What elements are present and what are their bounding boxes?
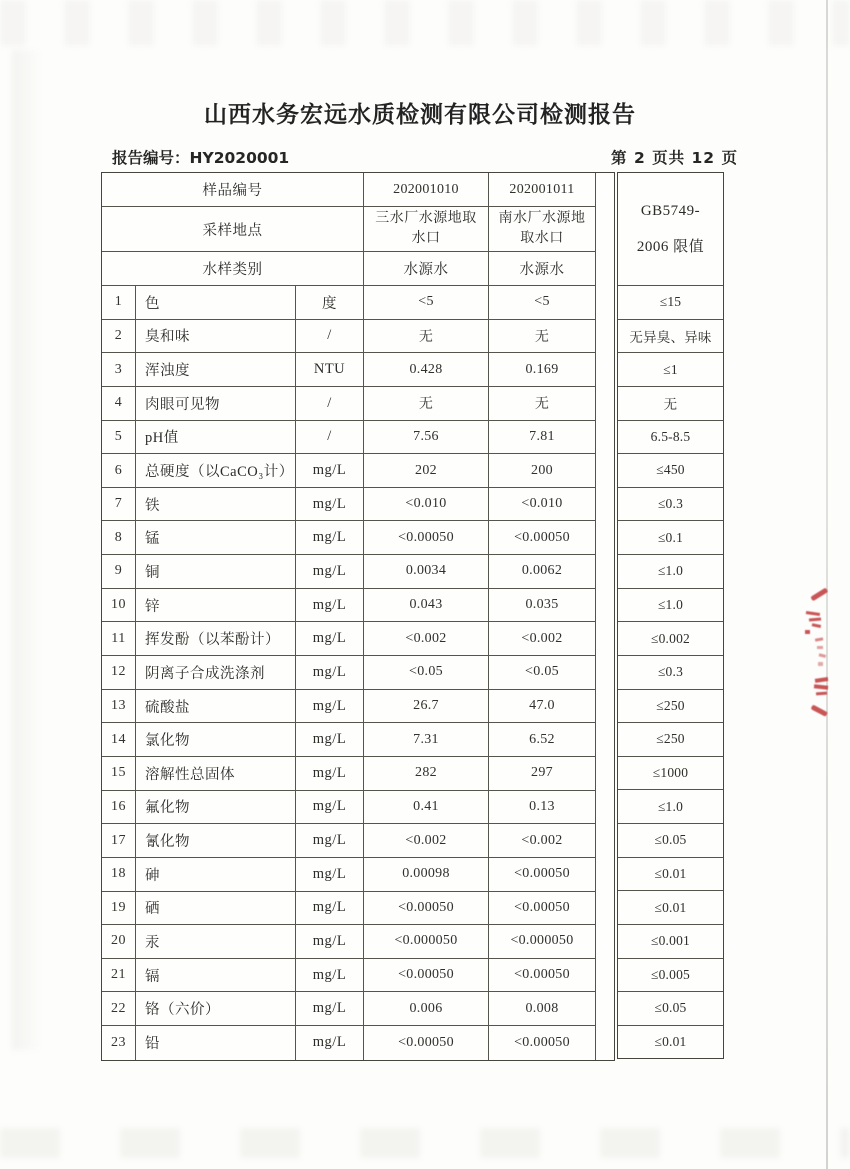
gap-cell	[596, 521, 614, 555]
limit-header	[618, 173, 723, 286]
header-sample-no-1: 202001010	[364, 173, 489, 207]
parameter-name: 硒	[136, 892, 296, 926]
gap-cell	[596, 387, 614, 421]
unit: mg/L	[296, 959, 364, 993]
limit-header-line2: 2006 限值	[636, 238, 705, 255]
parameter-name: 阴离子合成洗涤剂	[136, 656, 296, 690]
parameter-name: 肉眼可见物	[136, 387, 296, 421]
sample1-value: 0.0034	[364, 555, 489, 589]
header-category-1: 水源水	[364, 252, 489, 286]
row-number: 20	[102, 925, 136, 959]
sample1-value: <0.00050	[364, 959, 489, 993]
parameter-name: 硫酸盐	[136, 690, 296, 724]
parameter-name: 浑浊度	[136, 353, 296, 387]
gap-cell	[596, 353, 614, 387]
unit: mg/L	[296, 791, 364, 825]
unit: NTU	[296, 353, 364, 387]
sample2-value: 0.169	[489, 353, 596, 387]
row-number: 6	[102, 454, 136, 488]
unit: 度	[296, 286, 364, 320]
limit-value: ≤1.0	[618, 589, 723, 623]
sample2-value: 7.81	[489, 421, 596, 455]
scan-noise-bottom	[0, 1128, 850, 1158]
parameter-name: 砷	[136, 858, 296, 892]
sample2-value: <0.00050	[489, 892, 596, 926]
row-number: 12	[102, 656, 136, 690]
limit-value: ≤0.001	[618, 925, 723, 959]
parameter-name: 铜	[136, 555, 296, 589]
parameter-name: pH值	[136, 421, 296, 455]
sample1-value: 0.043	[364, 589, 489, 623]
row-number: 19	[102, 892, 136, 926]
gap-cell	[596, 992, 614, 1026]
unit: mg/L	[296, 858, 364, 892]
row-number: 15	[102, 757, 136, 791]
row-number: 4	[102, 387, 136, 421]
parameter-name: 铅	[136, 1026, 296, 1060]
sample2-value: <0.002	[489, 622, 596, 656]
sample1-value: <0.00050	[364, 521, 489, 555]
unit: mg/L	[296, 892, 364, 926]
row-number: 21	[102, 959, 136, 993]
gap-cell	[596, 690, 614, 724]
sample1-value: 202	[364, 454, 489, 488]
unit: mg/L	[296, 656, 364, 690]
sample2-value: 6.52	[489, 723, 596, 757]
unit: mg/L	[296, 992, 364, 1026]
gap-cell	[596, 1026, 614, 1060]
sample1-value: <0.000050	[364, 925, 489, 959]
parameter-name: 锰	[136, 521, 296, 555]
row-number: 18	[102, 858, 136, 892]
row-number: 3	[102, 353, 136, 387]
sample2-value: 0.035	[489, 589, 596, 623]
gap-cell	[596, 892, 614, 926]
sample1-value: 0.00098	[364, 858, 489, 892]
row-number: 2	[102, 320, 136, 354]
sample2-value: <0.00050	[489, 959, 596, 993]
limit-value: ≤0.01	[618, 891, 723, 925]
sample1-value: <0.00050	[364, 892, 489, 926]
limit-value: ≤250	[618, 723, 723, 757]
row-number: 8	[102, 521, 136, 555]
gap-cell	[596, 824, 614, 858]
unit: /	[296, 320, 364, 354]
limit-value: ≤0.01	[654, 1034, 687, 1050]
row-number: 10	[102, 589, 136, 623]
sample2-value: 200	[489, 454, 596, 488]
unit: /	[296, 421, 364, 455]
header-location-2: 南水厂水源地取水口	[489, 207, 596, 252]
gap-cell	[596, 925, 614, 959]
limit-value: ≤0.1	[618, 521, 723, 555]
unit: mg/L	[296, 925, 364, 959]
unit: mg/L	[296, 454, 364, 488]
sample1-value: 26.7	[364, 690, 489, 724]
page-indicator: 第 2 页共 12 页	[611, 149, 738, 167]
limit-value: ≤0.05	[618, 992, 723, 1026]
gap-cell	[596, 622, 614, 656]
unit: mg/L	[296, 690, 364, 724]
limit-value: ≤0.05	[618, 824, 723, 858]
unit: /	[296, 387, 364, 421]
gap-cell	[596, 207, 614, 252]
unit: mg/L	[296, 622, 364, 656]
scan-noise-top	[0, 0, 850, 46]
sample2-value: <0.05	[489, 656, 596, 690]
scan-noise-left	[12, 50, 42, 1050]
gap-cell	[596, 959, 614, 993]
sample1-value: <0.05	[364, 656, 489, 690]
gap-cell	[596, 320, 614, 354]
parameter-name: 铁	[136, 488, 296, 522]
limit-value: ≤0.005	[618, 959, 723, 993]
page-edge-line	[826, 0, 828, 1169]
gap-cell	[596, 656, 614, 690]
header-location-label: 采样地点	[102, 207, 364, 252]
sample1-value: <0.002	[364, 824, 489, 858]
sample2-value: <0.00050	[489, 858, 596, 892]
limit-value: ≤0.3	[618, 656, 723, 690]
sample2-value: 无	[489, 387, 596, 421]
limit-value: ≤450	[618, 454, 723, 488]
parameter-name: 汞	[136, 925, 296, 959]
header-category-label: 水样类别	[102, 252, 364, 286]
row-number: 7	[102, 488, 136, 522]
parameter-name: 氯化物	[136, 723, 296, 757]
limit-value: 6.5-8.5	[618, 421, 723, 455]
sample2-value: <5	[489, 286, 596, 320]
gap-cell	[596, 858, 614, 892]
gap-cell	[596, 791, 614, 825]
sample1-value: <0.002	[364, 622, 489, 656]
limit-value: 无异臭、异味	[618, 320, 723, 354]
limit-value: 无	[618, 387, 723, 421]
gap-cell	[596, 488, 614, 522]
limit-value: ≤0.002	[618, 622, 723, 656]
row-number: 16	[102, 791, 136, 825]
header-category-2: 水源水	[489, 252, 596, 286]
report-meta-line	[112, 146, 738, 168]
row-number: 23	[102, 1026, 136, 1060]
sample2-value: 无	[489, 320, 596, 354]
gap-cell	[596, 589, 614, 623]
limit-header-line1: GB5749-	[640, 202, 701, 219]
limit-value: ≤1.0	[618, 790, 723, 824]
unit: mg/L	[296, 757, 364, 791]
header-sample-no-2: 202001011	[489, 173, 596, 207]
parameter-name: 溶解性总固体	[136, 757, 296, 791]
limit-value: ≤15	[618, 286, 723, 320]
sample1-value: 0.41	[364, 791, 489, 825]
parameter-name: 挥发酚（以苯酚计）	[136, 622, 296, 656]
sample1-value: <0.010	[364, 488, 489, 522]
parameter-name: 总硬度（以CaCO₃计）	[136, 454, 296, 488]
limit-value: ≤0.01	[618, 858, 723, 892]
row-number: 14	[102, 723, 136, 757]
row-number: 22	[102, 992, 136, 1026]
row-number: 17	[102, 824, 136, 858]
unit: mg/L	[296, 824, 364, 858]
parameter-name: 氰化物	[136, 824, 296, 858]
sample2-value: <0.00050	[489, 1026, 596, 1060]
unit: mg/L	[296, 1026, 364, 1060]
sample2-value: <0.010	[489, 488, 596, 522]
sample1-value: 0.428	[364, 353, 489, 387]
unit: mg/L	[296, 521, 364, 555]
limit-value: ≤0.3	[618, 488, 723, 522]
sample1-value: <0.00050	[364, 1026, 489, 1060]
page-title: 山西水务宏远水质检测有限公司检测报告	[204, 102, 636, 128]
gap-cell	[596, 454, 614, 488]
gap-cell	[596, 252, 614, 286]
row-number: 11	[102, 622, 136, 656]
sample2-value: 0.13	[489, 791, 596, 825]
parameter-name: 铬（六价）	[136, 992, 296, 1026]
sample2-value: 0.0062	[489, 555, 596, 589]
parameter-name: 锌	[136, 589, 296, 623]
sample2-value: <0.002	[489, 824, 596, 858]
gap-cell	[596, 757, 614, 791]
parameter-name: 色	[136, 286, 296, 320]
gap-cell	[596, 173, 614, 207]
header-location-1: 三水厂水源地取水口	[364, 207, 489, 252]
sample1-value: 7.56	[364, 421, 489, 455]
sample2-value: <0.000050	[489, 925, 596, 959]
unit: mg/L	[296, 555, 364, 589]
sample2-value: 47.0	[489, 690, 596, 724]
sample1-value: 无	[364, 320, 489, 354]
gap-cell	[596, 723, 614, 757]
header-sample-no-label: 样品编号	[102, 173, 364, 207]
results-table	[101, 172, 615, 1061]
sample2-value: 297	[489, 757, 596, 791]
unit: mg/L	[296, 488, 364, 522]
unit: mg/L	[296, 589, 364, 623]
row-number: 1	[102, 286, 136, 320]
limit-value: ≤250	[618, 690, 723, 724]
red-seal-fragment-icon	[797, 586, 839, 722]
parameter-name: 氟化物	[136, 791, 296, 825]
row-number: 13	[102, 690, 136, 724]
sample2-value: <0.00050	[489, 521, 596, 555]
sample1-value: <5	[364, 286, 489, 320]
sample1-value: 7.31	[364, 723, 489, 757]
gap-cell	[596, 286, 614, 320]
parameter-name: 臭和味	[136, 320, 296, 354]
sample2-value: 0.008	[489, 992, 596, 1026]
sample1-value: 0.006	[364, 992, 489, 1026]
row-number: 5	[102, 421, 136, 455]
limit-value: ≤1000	[618, 757, 723, 791]
sample1-value: 282	[364, 757, 489, 791]
unit: mg/L	[296, 723, 364, 757]
limit-table	[617, 172, 724, 1059]
parameter-name: 镉	[136, 959, 296, 993]
gap-cell	[596, 555, 614, 589]
row-number: 9	[102, 555, 136, 589]
gap-cell	[596, 421, 614, 455]
limit-value: ≤1.0	[618, 555, 723, 589]
limit-value: ≤1	[618, 353, 723, 387]
report-number: 报告编号：HY2020001	[112, 149, 290, 167]
sample1-value: 无	[364, 387, 489, 421]
